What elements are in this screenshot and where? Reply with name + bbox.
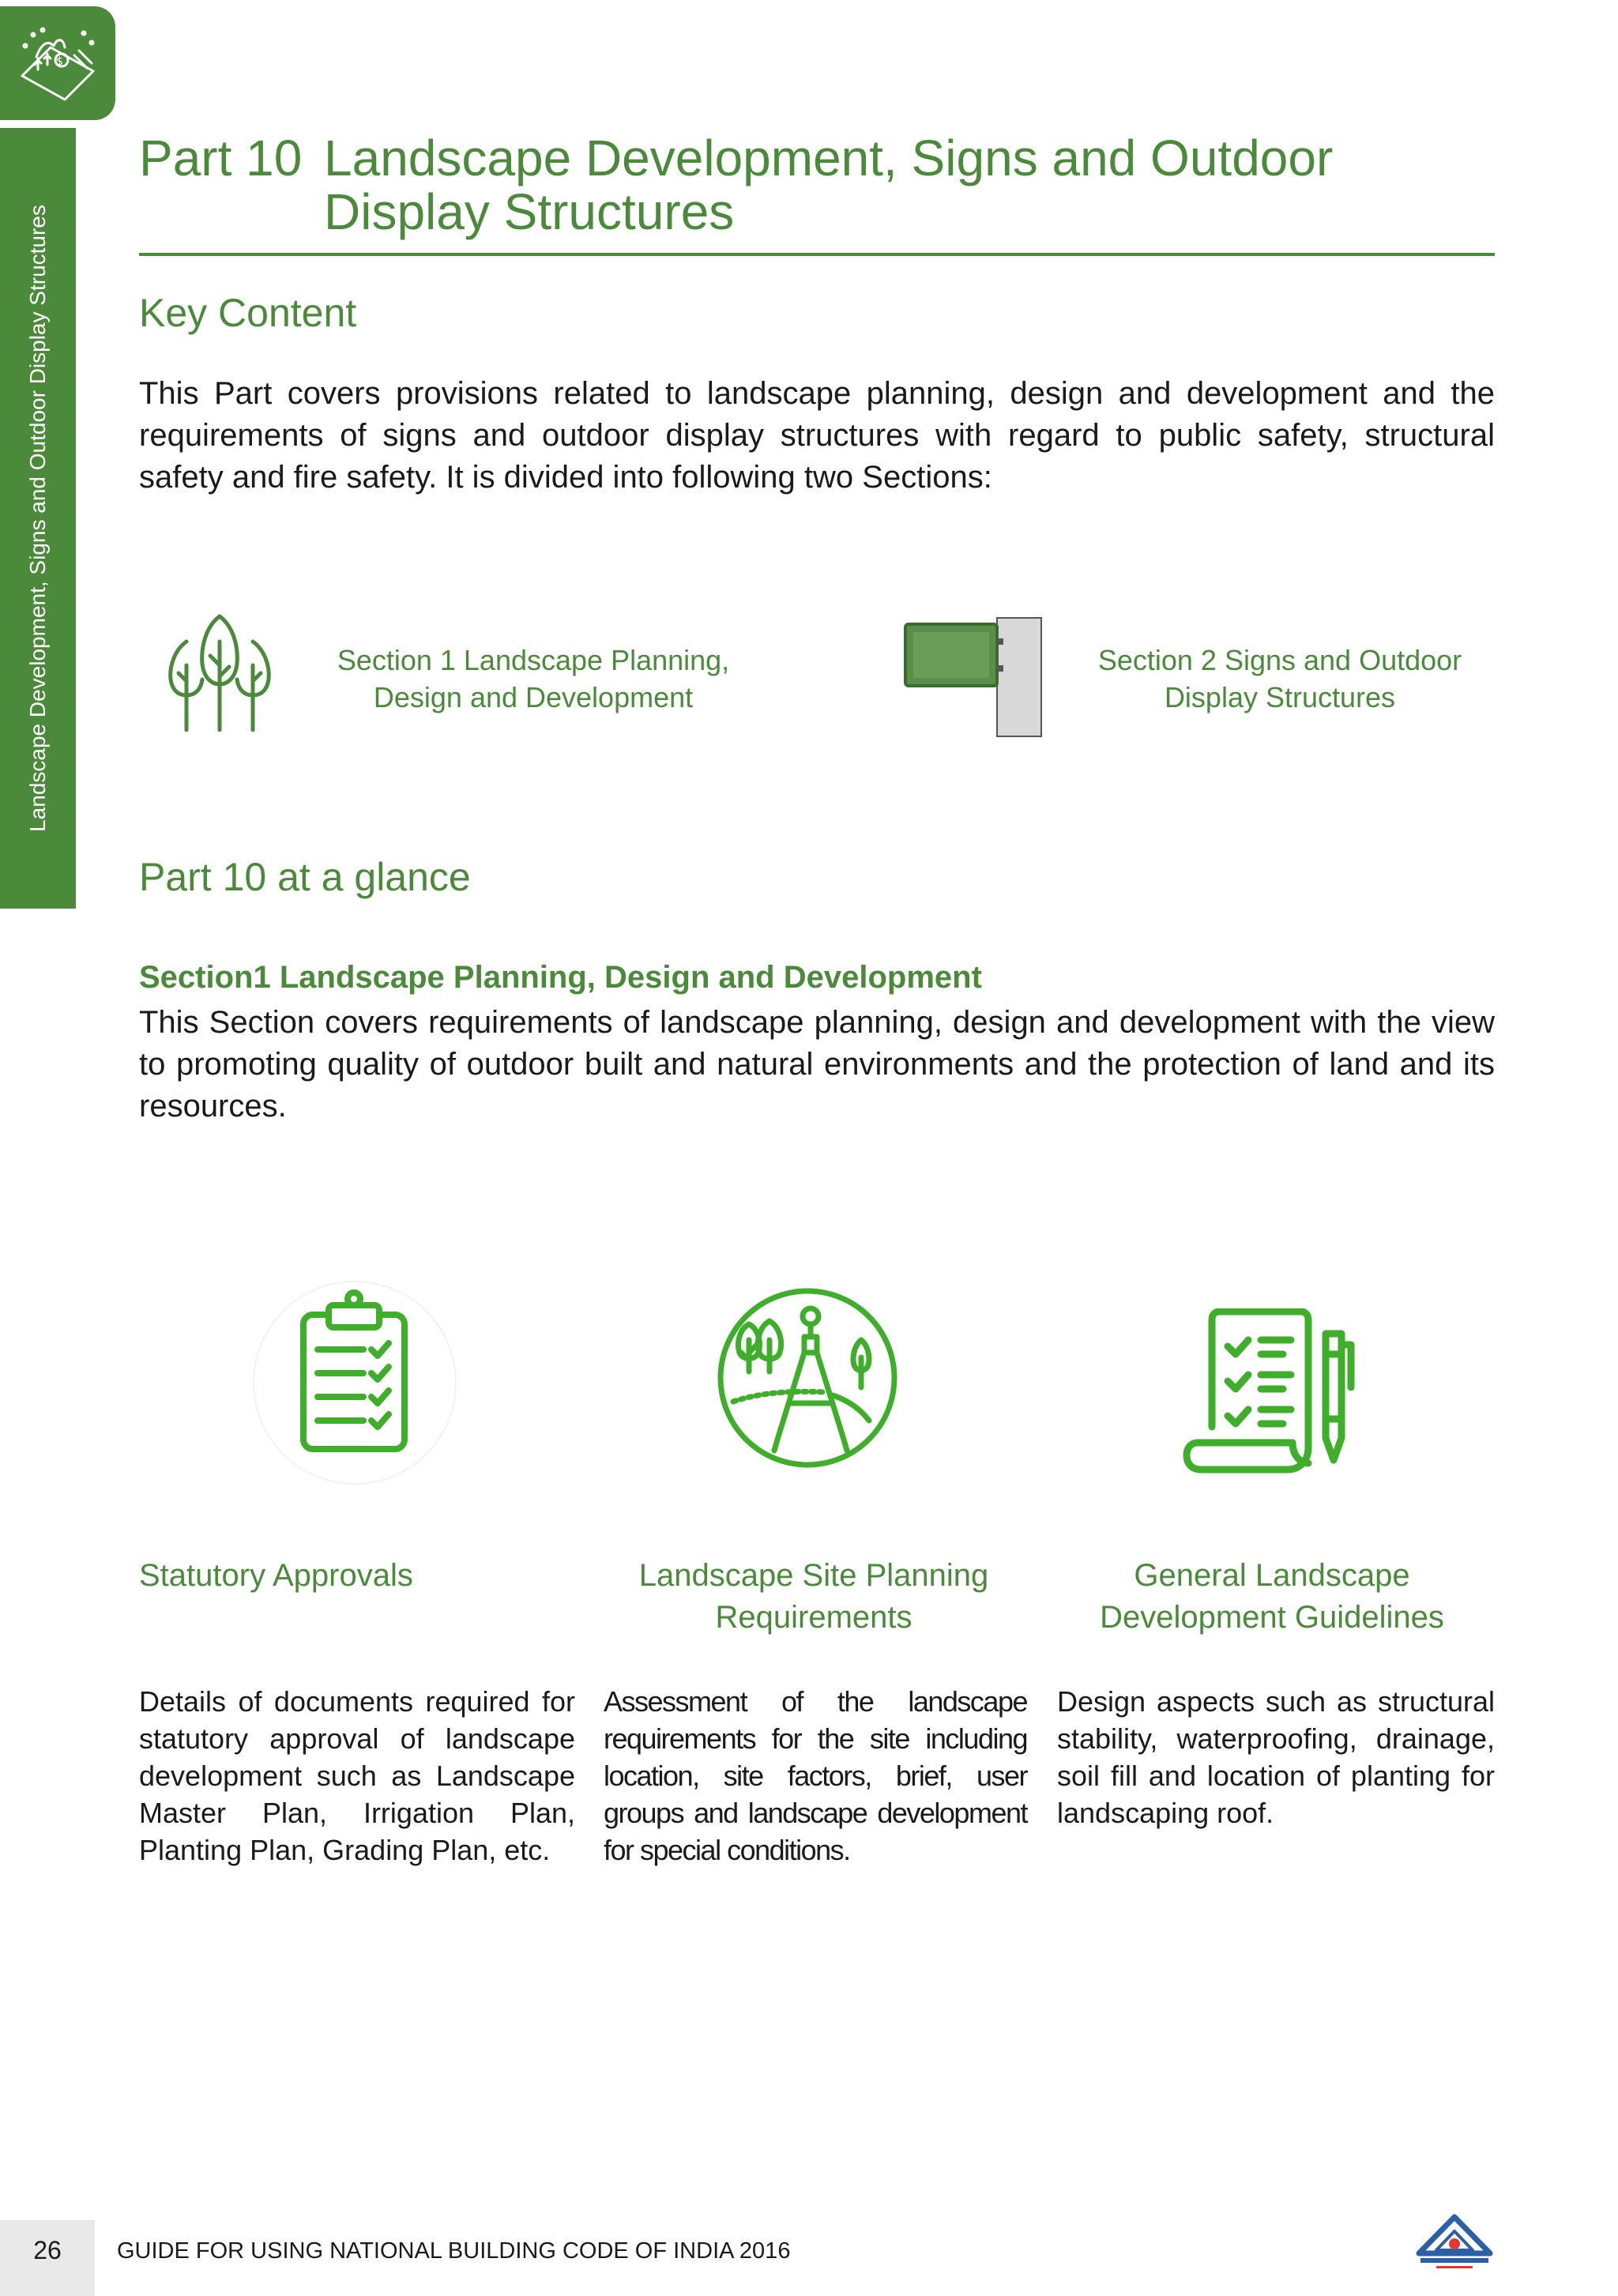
feature-title-statutory-approvals: Statutory Approvals [139, 1558, 413, 1593]
feature-title-site-planning: Landscape Site Planning Requirements [638, 1558, 989, 1635]
section-2-label: Section 2 Signs and Outdoor Display Structures [1097, 644, 1462, 713]
side-tab [0, 128, 76, 909]
section-1-heading: Section1 Landscape Planning, Design and Development [139, 960, 982, 995]
signboard-icon [902, 616, 1044, 738]
feature-desc-statutory-approvals: Details of documents required for statutory approval of landscape development such as Landscape Master Plan, Irrigation Plan, Planting Plan, Grading Plan, etc. [139, 1685, 575, 1866]
title-divider [139, 253, 1495, 256]
svg-text:$: $ [56, 55, 63, 68]
footer-title: GUIDE FOR USING NATIONAL BUILDING CODE OF INDIA 2016 [117, 2238, 791, 2264]
feature-title-development-guidelines: General Landscape Development Guidelines [1100, 1558, 1444, 1635]
landscape-plan-icon [16, 24, 100, 103]
section-1-description: This Section covers requirements of landscape planning, design and development with the view to promoting quality of outdoor built and natural environments and the protection of land and its resources. [139, 1005, 1495, 1124]
page-title [139, 131, 1498, 239]
part-badge [0, 6, 115, 120]
checklist-scroll-pen-icon [1182, 1308, 1357, 1476]
page-number: 26 [33, 2236, 62, 2264]
key-content-heading: Key Content [139, 291, 357, 335]
clipboard-checklist-icon [251, 1280, 458, 1485]
key-content-intro: This Part covers provisions related to landscape planning, design and development and the requirements of signs and outdoor display structures with regard to public safety, structural safety and fire safety. It is divided into following two Sections: [139, 376, 1495, 495]
side-tab-label: Landscape Development, Signs and Outdoor Display Structures [25, 205, 50, 832]
bis-logo-icon [1414, 2212, 1495, 2272]
feature-desc-development-guidelines: Design aspects such as structural stability, waterproofing, drainage, soil fill and location of planting for landscaping roof. [1057, 1685, 1495, 1829]
trees-icon [163, 610, 277, 732]
feature-desc-site-planning: Assessment of the landscape requirements for the site including location, site factors, brief, user groups and landscape development for special conditions. [604, 1685, 1027, 1866]
glance-heading: Part 10 at a glance [139, 855, 471, 899]
section-1-label: Section 1 Landscape Planning, Design and Development [337, 644, 730, 713]
part-number: Part 10 [139, 130, 303, 186]
compass-landscape-icon [714, 1285, 901, 1471]
part-title: Landscape Development, Signs and Outdoor Display Structures [324, 130, 1334, 240]
